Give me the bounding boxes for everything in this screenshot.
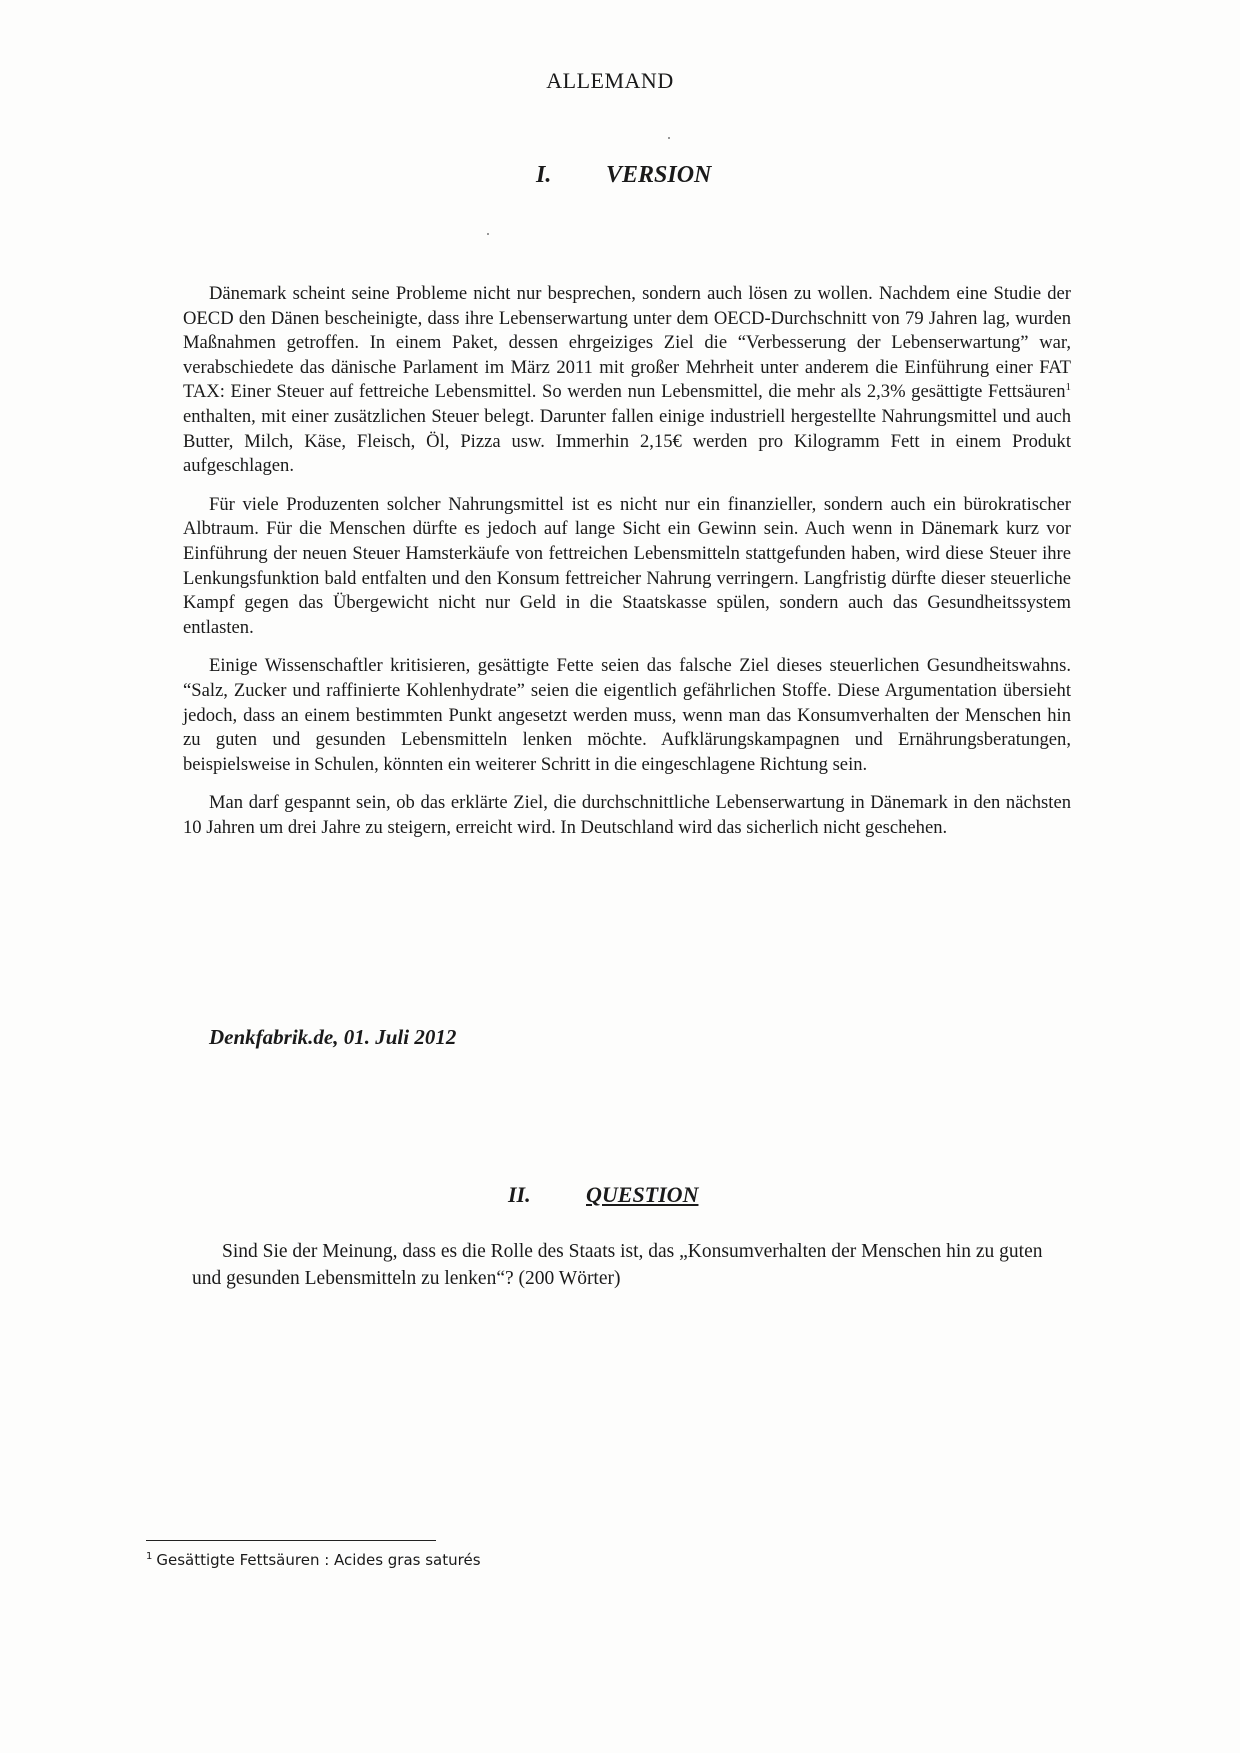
scan-speck (487, 233, 489, 235)
scan-speck (668, 137, 670, 139)
paragraph-text: Dänemark scheint seine Probleme nicht nur besprechen, sondern auch lösen zu wollen. Nachdem eine Studie der OECD den Dänen bescheinigte, dass ihre Lebenserwartung unter dem OECD-Durchschnitt von 79 Jahren lag, wurden Maßnahmen getroffen. In einem Paket, dessen ehrgeiziges Ziel die “Verbesserung der Lebenserwartung” war, verabschiedete das dänische Parlament im März 2011 mit großer Mehrheit unter anderem die Einführung einer FAT TAX: Einer Steuer auf fettreiche Lebensmittel. So werden nun Lebensmittel, die mehr als 2,3% gesättigte Fettsäuren (183, 283, 1071, 403)
article-paragraph: Für viele Produzenten solcher Nahrungsmittel ist es nicht nur ein finanzieller, sondern auch ein bürokratischer Albtraum. Für die Menschen dürfte es jedoch auf lange Sicht ein Gewinn sein. Auch wenn in Dänemark kurz vor Einführung der neuen Steuer Hamsterkäufe von fettreichen Lebensmitteln stattgefunden haben, wird diese Steuer ihre Lenkungsfunktion bald entfalten und den Konsum fettreicher Nahrung verringern. Langfristig dürfte dieser steuerliche Kampf gegen das Übergewicht nicht nur Geld in die Staatskasse spülen, sondern auch das Gesundheitssystem entlasten. (183, 493, 1071, 638)
section-heading-version (536, 162, 711, 189)
article-paragraph (183, 282, 1071, 479)
footnote-reference: 1 (1065, 381, 1071, 394)
footnote-text: Gesättigte Fettsäuren : Acides gras saturés (156, 1551, 481, 1569)
footnote (146, 1551, 481, 1569)
article-paragraph: Einige Wissenschaftler kritisieren, gesättigte Fette seien das falsche Ziel dieses steuerlichen Gesundheitswahns. “Salz, Zucker und raffinierte Kohlenhydrate” seien die eigentlich gefährlichen Stoffe. Diese Argumentation übersieht jedoch, dass an einem bestimmten Punkt angesetzt werden muss, wenn man das Konsumverhalten der Menschen hin zu guten und gesunden Lebensmitteln lenken möchte. Aufklärungskampagnen und Ernährungsberatungen, beispielsweise in Schulen, könnten ein weiterer Schritt in die eingeschlagene Richtung sein. (183, 655, 1071, 775)
section-title: QUESTION (586, 1182, 699, 1207)
section-title: VERSION (606, 162, 712, 188)
article-paragraph: Man darf gespannt sein, ob das erklärte Ziel, die durchschnittliche Lebenserwartung in Dänemark in den nächsten 10 Jahren um drei Jahre zu steigern, erreicht wird. In Deutschland wird das sicherlich nicht geschehen. (183, 792, 1071, 838)
question-text: Sind Sie der Meinung, dass es die Rolle des Staats ist, das „Konsumverhalten der Menschen hin zu guten und gesunden Lebensmitteln zu lenken“? (200 Wörter) (192, 1241, 1043, 1289)
paragraph-text: enthalten, mit einer zusätzlichen Steuer belegt. Darunter fallen einige industriell hergestellte Nahrungsmittel und auch Butter, Milch, Käse, Fleisch, Öl, Pizza usw. Immerhin 2,15€ werden pro Kilogramm Fett in einem Produkt aufgeschlagen. (183, 405, 1071, 477)
subject-title: ALLEMAND (546, 68, 674, 93)
article-source: Denkfabrik.de, 01. Juli 2012 (209, 1025, 457, 1049)
section-number: II. (508, 1182, 531, 1207)
article-body (183, 282, 1071, 854)
footnote-marker: 1 (146, 1551, 153, 1562)
section-heading-question (508, 1182, 698, 1208)
section-number: I. (536, 162, 552, 188)
footnote-divider (146, 1540, 436, 1541)
